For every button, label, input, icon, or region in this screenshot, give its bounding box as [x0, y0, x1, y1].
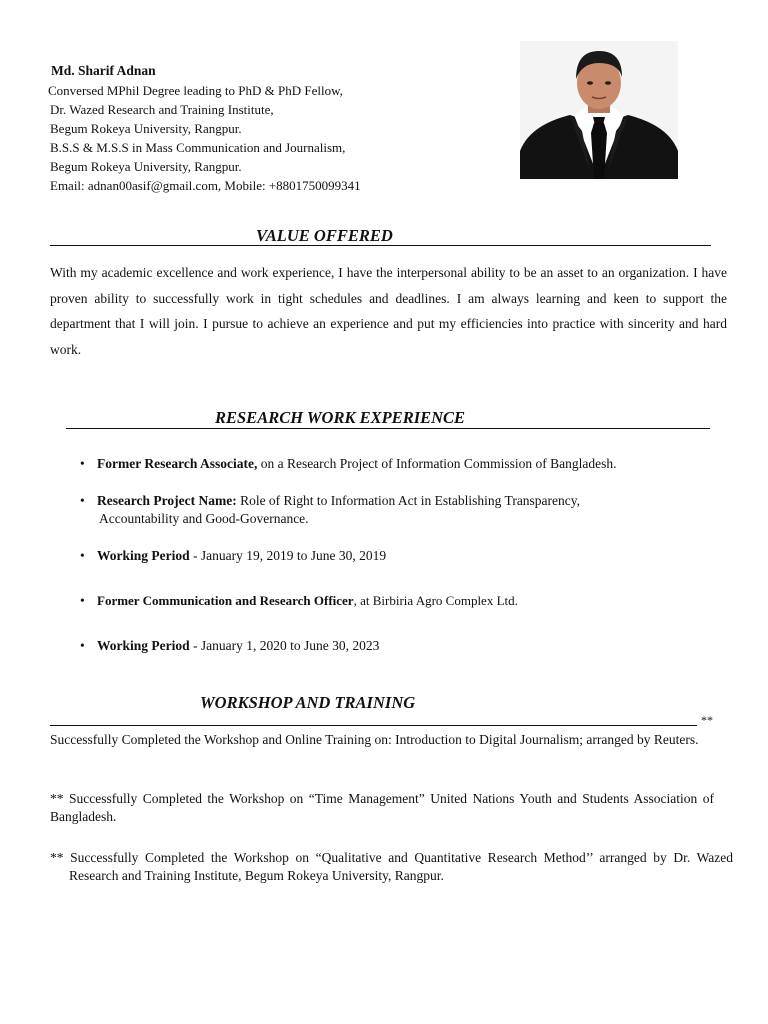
header-line-contact: Email: adnan00asif@gmail.com, Mobile: +8801750099341 — [50, 178, 361, 193]
item-text: on a Research Project of Information Commission of Bangladesh. — [257, 456, 617, 471]
workshop-divider — [50, 725, 697, 726]
contact-header — [50, 61, 490, 195]
header-line-university-2: Begum Rokeya University, Rangpur. — [50, 159, 242, 174]
header-line-degree: Conversed MPhil Degree leading to PhD & PhD Fellow, — [48, 83, 343, 98]
rule-marker: ** — [701, 713, 713, 727]
workshop-item: ** Successfully Completed the Workshop on “Qualitative and Quantitative Research Method’’ arranged by Dr. Wazed Research and Training Institute, Begum Rokeya University, Rangpur. — [50, 850, 733, 883]
item-label: Research Project Name: — [97, 493, 237, 508]
workshop-item: ** Successfully Completed the Workshop on “Time Management” United Nations Youth and Students Association of Bangladesh. — [50, 791, 714, 824]
value-offered-text: With my academic excellence and work experience, I have the interpersonal ability to be an asset to an organization. I have proven ability to successfully work in tight schedules and deadlines. I am always learning and keen to support the department that I will join. I pursue to achieve an experience and put my efficiencies into practice with sincerity and hard work. — [50, 265, 727, 357]
header-line-university: Begum Rokeya University, Rangpur. — [50, 121, 242, 136]
bullet-icon: • — [80, 493, 85, 508]
research-divider — [66, 428, 710, 429]
item-label: Working Period — [97, 548, 190, 563]
item-text: - January 1, 2020 to June 30, 2023 — [189, 638, 380, 653]
item-label: Former Communication and Research Officer — [97, 593, 354, 608]
header-line-institute: Dr. Wazed Research and Training Institute, — [50, 102, 274, 117]
bullet-icon: • — [80, 593, 85, 608]
profile-photo — [520, 41, 678, 179]
portrait-icon — [520, 41, 678, 179]
item-text: Role of Right to Information Act in Establishing Transparency, — [236, 493, 581, 508]
item-text: - January 19, 2019 to June 30, 2019 — [189, 548, 387, 563]
item-text-continued: Accountability and Good-Governance. — [99, 511, 309, 526]
workshop-heading: WORKSHOP AND TRAINING — [200, 693, 416, 712]
value-offered-heading: VALUE OFFERED — [256, 226, 393, 245]
workshop-item: Successfully Completed the Workshop and Online Training on: Introduction to Digital Journalism; arranged by Reuters. — [50, 732, 699, 747]
item-label: Working Period — [97, 638, 190, 653]
item-text: , at Birbiria Agro Complex Ltd. — [353, 593, 518, 608]
item-label: Former Research Associate, — [97, 456, 258, 471]
bullet-icon: • — [80, 548, 85, 563]
bullet-icon: • — [80, 638, 85, 653]
person-name: Md. Sharif Adnan — [51, 63, 156, 78]
value-offered-divider — [50, 245, 711, 246]
bullet-icon: • — [80, 456, 85, 471]
header-line-bss: B.S.S & M.S.S in Mass Communication and Journalism, — [50, 140, 346, 155]
research-heading: RESEARCH WORK EXPERIENCE — [215, 408, 466, 427]
